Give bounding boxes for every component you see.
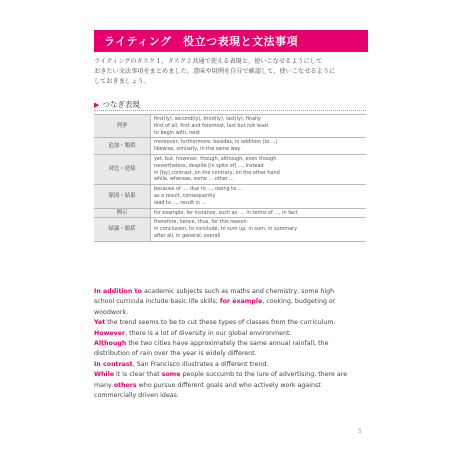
- category-cell: 追加・類似: [94, 138, 151, 155]
- example-line: [94, 381, 366, 391]
- example-text: , cooking, budgeting or: [262, 298, 336, 306]
- example-text: , San Francisco illustrates a different trend.: [132, 360, 269, 368]
- expressions-cell: [151, 138, 367, 155]
- expression-line: lead to ..., result in ...: [154, 199, 207, 206]
- highlighted-connector: While: [94, 371, 115, 379]
- highlighted-connector: Yet: [94, 319, 106, 327]
- expression-line: first(ly), second(ly), third(ly), last(ly), finally: [154, 116, 261, 122]
- triangle-bullet-icon: ▶: [94, 100, 100, 109]
- example-line: [94, 391, 366, 401]
- table-row: [94, 185, 366, 208]
- highlighted-connector: Although: [94, 340, 127, 348]
- example-line: [94, 360, 366, 370]
- expression-line: therefore, hence, thus, for this reason: [154, 219, 247, 226]
- example-text: the two cities have approximately the same annual rainfall, the: [126, 340, 329, 348]
- example-text: it is clear that: [114, 371, 162, 379]
- category-cell: 例示: [94, 208, 151, 218]
- intro-line: ライティングのタスク１、タスク２共通で使える表現と、使いこなせるようにして: [94, 58, 323, 65]
- page-title: [94, 30, 358, 52]
- expression-line: after all, in general, overall: [154, 232, 221, 239]
- highlighted-connector: In addition to: [94, 288, 142, 295]
- expression-line: yet, but, however, though, although, even though: [154, 155, 277, 162]
- expression-line: first of all, first and foremost, last but not least: [154, 122, 269, 129]
- example-text: academic subjects such as maths and chemistry, some high: [141, 288, 335, 295]
- example-text: school curricula include basic life skills;: [94, 298, 220, 306]
- page-number: 5: [358, 428, 362, 435]
- example-text: many: [94, 381, 114, 389]
- highlighted-connector: However: [94, 329, 126, 337]
- category-cell: 結論・総括: [94, 218, 151, 241]
- example-line: [94, 297, 366, 307]
- table-row: [94, 138, 366, 155]
- expressions-cell: [151, 218, 367, 241]
- example-text: commercially driven ideas.: [94, 392, 179, 400]
- table-row: [94, 115, 366, 138]
- expression-line: because of ..., due to ..., owing to ...: [154, 186, 243, 193]
- example-line: [94, 287, 366, 297]
- section-title: つなぎ表現: [102, 100, 140, 109]
- title-accent-bar: [358, 30, 368, 52]
- example-text: who pursue different goals and who actively work against: [136, 381, 321, 389]
- intro-line: しておきましょう。: [94, 78, 150, 85]
- category-cell: 列挙: [94, 115, 151, 138]
- table-row: [94, 154, 366, 184]
- highlighted-connector: others: [113, 381, 137, 389]
- example-line: [94, 318, 366, 328]
- example-sentences: [94, 287, 366, 401]
- highlighted-connector: In contrast: [94, 360, 133, 368]
- example-line: [94, 339, 366, 349]
- expressions-cell: [151, 154, 367, 184]
- table-row: [94, 208, 366, 218]
- category-cell: 対比・逆接: [94, 154, 151, 184]
- highlighted-connector: some: [161, 371, 181, 379]
- expression-line: in [by] contrast, on the contrary, on the other hand: [154, 169, 280, 176]
- section-heading: [94, 99, 140, 110]
- expressions-cell: [151, 208, 367, 218]
- expression-line: likewise, similarly, in the same way: [154, 146, 241, 153]
- intro-line: おきたい文法事項をまとめました。意味や用例を自分で確認して、使いこなせるように: [94, 68, 336, 75]
- expression-line: moreover, furthermore, besides, in addition (to ...): [154, 139, 278, 146]
- expression-line: to begin with, next: [154, 129, 201, 136]
- expression-line: in conclusion, to conclude, to sum up, in sum, in summary: [154, 226, 298, 233]
- example-line: [94, 308, 366, 318]
- example-text: woodwork.: [94, 308, 129, 316]
- section-divider: [94, 110, 366, 111]
- expression-line: while, whereas, some ... other ...: [154, 176, 234, 183]
- expression-line: nevertheless, despite [in spite of] ..., instead: [154, 162, 264, 169]
- example-line: [94, 370, 366, 380]
- example-line: [94, 349, 366, 359]
- category-cell: 原因・結果: [94, 185, 151, 208]
- expression-line: as a result, consequently: [154, 192, 216, 199]
- example-text: people succumb to the lure of advertising, there are: [180, 371, 348, 379]
- highlighted-connector: for example: [219, 298, 263, 306]
- intro-paragraph: [94, 57, 366, 87]
- connectors-table: [94, 114, 366, 242]
- example-line: [94, 329, 366, 339]
- table-row: [94, 218, 366, 241]
- expression-line: for example, for instance, such as ..., in terms of ..., in fact: [154, 209, 298, 216]
- example-text: distribution of rain over the year is widely different.: [94, 350, 257, 358]
- example-text: , there is a lot of diversity in our global environment.: [125, 329, 292, 337]
- expressions-cell: [151, 115, 367, 138]
- example-text: the trend seems to be to cut these types of classes from the curriculum.: [105, 319, 336, 327]
- page-title-text: ライティング 役立つ表現と文法事項: [104, 35, 299, 48]
- expressions-cell: [151, 185, 367, 208]
